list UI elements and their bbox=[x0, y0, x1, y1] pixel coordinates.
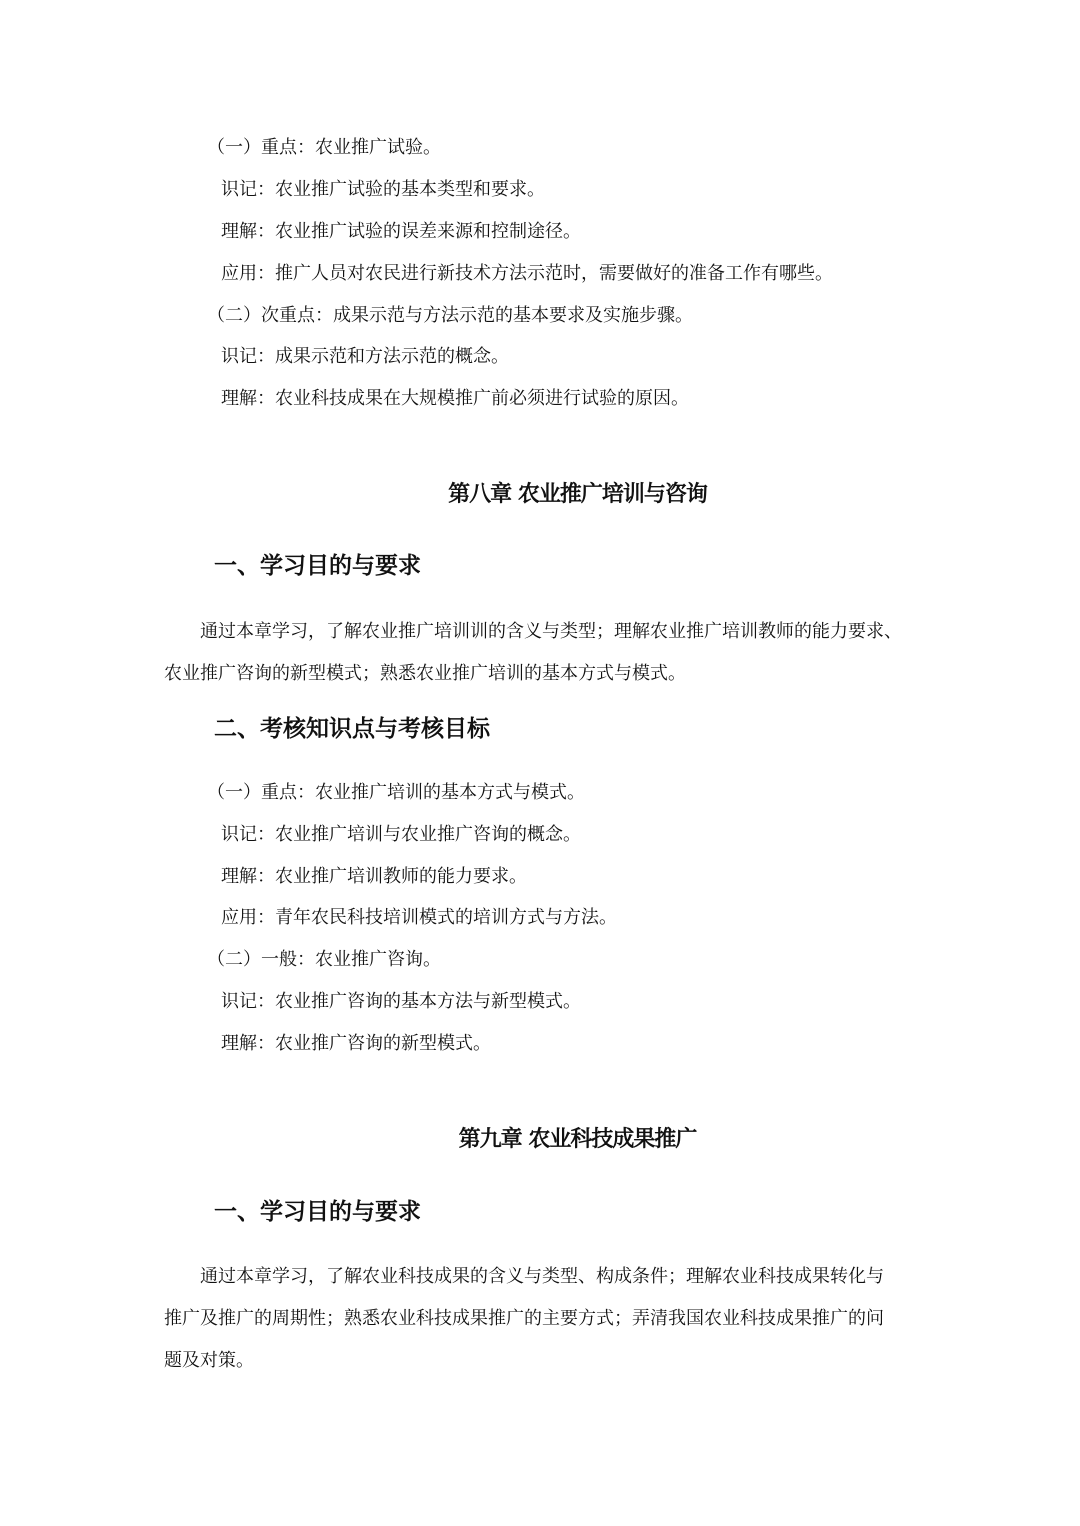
recall-item: 识记：成果示范和方法示范的概念。 bbox=[221, 346, 509, 367]
apply-item: 应用：青年农民科技培训模式的培训方式与方法。 bbox=[221, 907, 617, 928]
recall-item: 识记：农业推广试验的基本类型和要求。 bbox=[221, 179, 545, 200]
understand-item: 理解：农业推广试验的误差来源和控制途径。 bbox=[221, 221, 581, 242]
section-heading-assessment: 二、考核知识点与考核目标 bbox=[214, 716, 490, 742]
recall-item: 识记：农业推广咨询的基本方法与新型模式。 bbox=[221, 991, 581, 1012]
paragraph-line: 农业推广咨询的新型模式；熟悉农业推广培训的基本方式与模式。 bbox=[164, 663, 686, 684]
secondary-point-item: （二）次重点：成果示范与方法示范的基本要求及实施步骤。 bbox=[207, 305, 693, 326]
general-point-item: （二）一般：农业推广咨询。 bbox=[207, 949, 441, 970]
paragraph-line: 通过本章学习，了解农业推广培训训的含义与类型；理解农业推广培训教师的能力要求、 bbox=[200, 621, 902, 642]
understand-item: 理解：农业推广咨询的新型模式。 bbox=[221, 1033, 491, 1054]
section-heading-objectives: 一、学习目的与要求 bbox=[214, 553, 421, 579]
apply-item: 应用：推广人员对农民进行新技术方法示范时，需要做好的准备工作有哪些。 bbox=[221, 263, 833, 284]
chapter-8-title: 第八章 农业推广培训与咨询 bbox=[448, 482, 707, 507]
chapter-9-title: 第九章 农业科技成果推广 bbox=[458, 1127, 697, 1152]
section-heading-objectives: 一、学习目的与要求 bbox=[214, 1199, 421, 1225]
understand-item: 理解：农业科技成果在大规模推广前必须进行试验的原因。 bbox=[221, 388, 689, 409]
key-point-item: （一）重点：农业推广试验。 bbox=[207, 137, 441, 158]
recall-item: 识记：农业推广培训与农业推广咨询的概念。 bbox=[221, 824, 581, 845]
paragraph-line: 题及对策。 bbox=[164, 1350, 254, 1371]
key-point-item: （一）重点：农业推广培训的基本方式与模式。 bbox=[207, 782, 585, 803]
paragraph-line: 通过本章学习，了解农业科技成果的含义与类型、构成条件；理解农业科技成果转化与 bbox=[200, 1266, 884, 1287]
understand-item: 理解：农业推广培训教师的能力要求。 bbox=[221, 866, 527, 887]
paragraph-line: 推广及推广的周期性；熟悉农业科技成果推广的主要方式；弄清我国农业科技成果推广的问 bbox=[164, 1308, 884, 1329]
